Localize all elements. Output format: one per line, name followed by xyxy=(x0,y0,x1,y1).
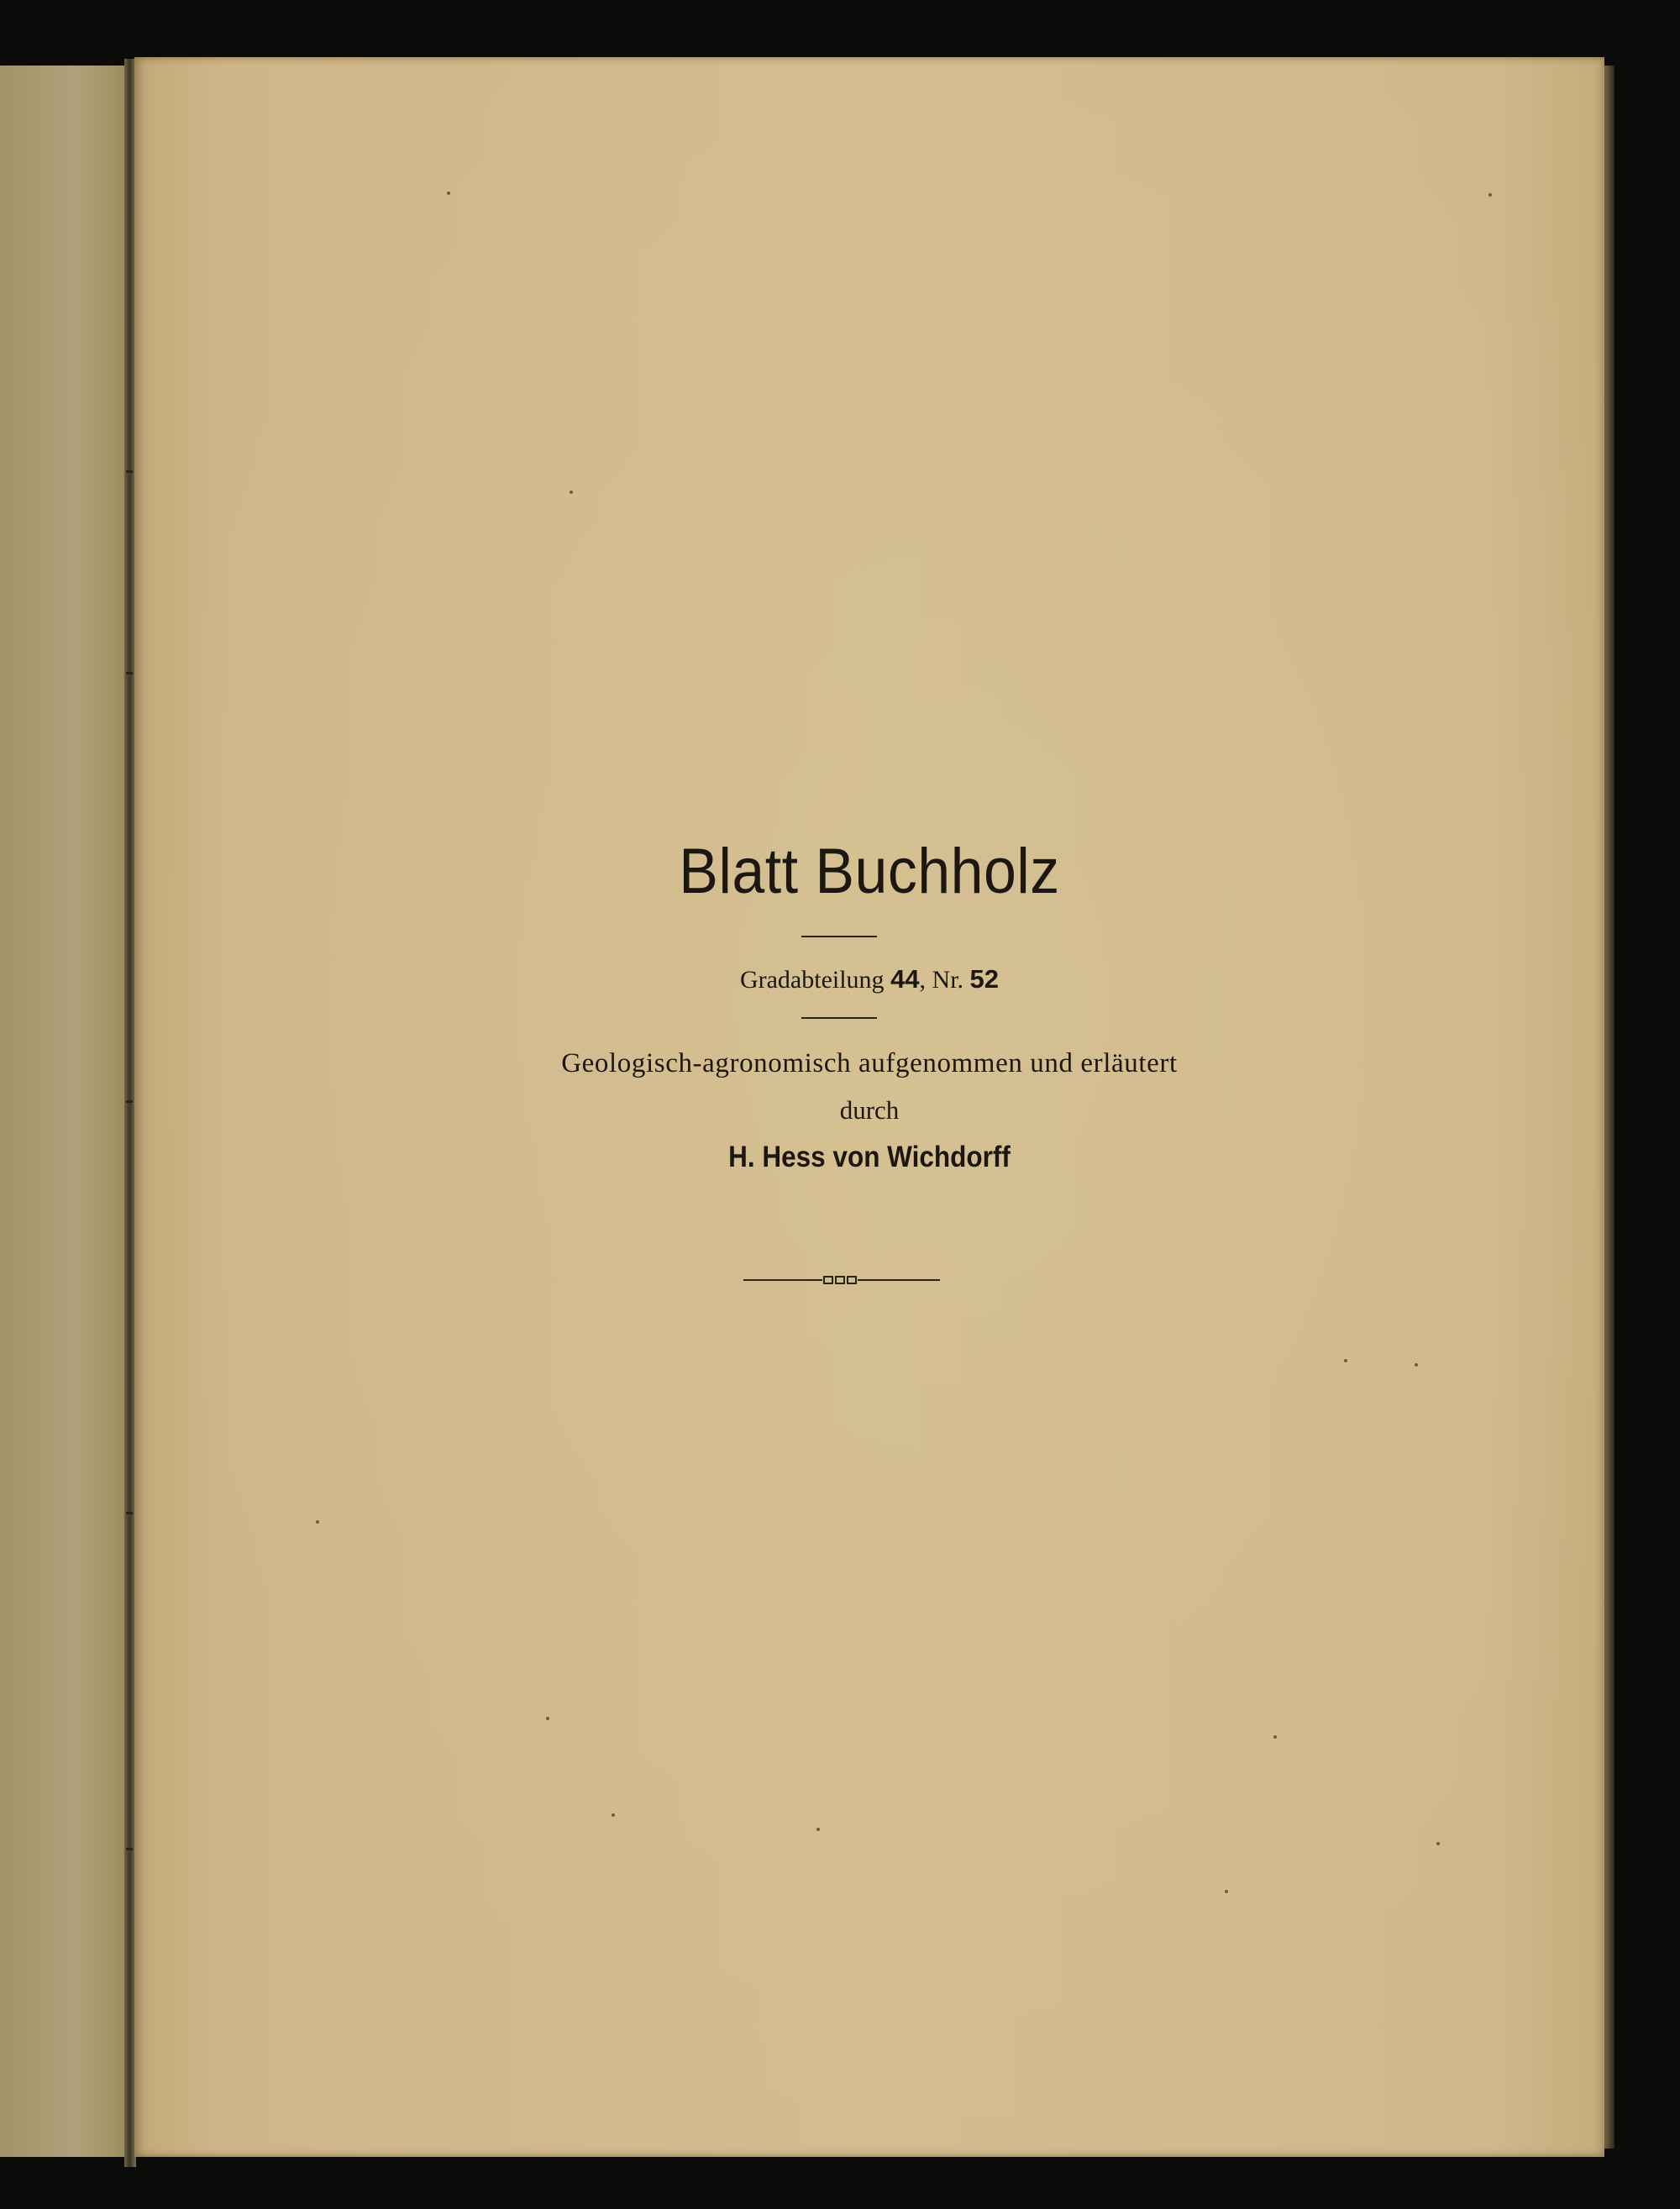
paper-speck xyxy=(816,1828,820,1831)
section-rule xyxy=(801,1017,877,1019)
page-thickness-edge xyxy=(1603,66,1614,2149)
gradabteilung-label: Gradabteilung xyxy=(739,966,885,994)
author-name: H. Hess von Wichdorff xyxy=(728,1141,1011,1173)
by-label: durch xyxy=(839,1095,900,1125)
paper-speck xyxy=(612,1813,615,1817)
paper-speck xyxy=(1225,1890,1228,1893)
binding-stitch xyxy=(126,1512,133,1514)
nr-label: Nr. xyxy=(932,966,964,994)
title-page xyxy=(134,57,1604,2157)
gradabteilung-line xyxy=(134,966,1604,993)
title-rule xyxy=(801,936,877,937)
paper-speck xyxy=(316,1520,319,1524)
nr-value: 52 xyxy=(969,964,1000,994)
paper-speck xyxy=(1415,1363,1418,1367)
binding-stitch xyxy=(126,1848,133,1850)
paper-speck xyxy=(447,192,450,195)
paper-speck xyxy=(570,491,573,494)
binding-stitch xyxy=(126,470,133,473)
paper-speck xyxy=(1488,193,1492,197)
binding-stitch xyxy=(126,1100,133,1103)
gradabteilung-separator: , xyxy=(919,966,927,994)
binding-stitch xyxy=(126,672,133,674)
gradabteilung-number: 44 xyxy=(890,964,920,994)
subtitle: Geologisch-agronomisch aufgenommen und erläutert xyxy=(561,1048,1178,1078)
paper-speck xyxy=(1436,1842,1440,1845)
paper-speck xyxy=(546,1717,549,1720)
facing-page-edge xyxy=(0,66,134,2157)
paper-speck xyxy=(1273,1735,1277,1739)
ornament-divider xyxy=(743,1273,940,1287)
page-title: Blatt Buchholz xyxy=(679,836,1060,907)
paper-speck xyxy=(1344,1359,1347,1362)
